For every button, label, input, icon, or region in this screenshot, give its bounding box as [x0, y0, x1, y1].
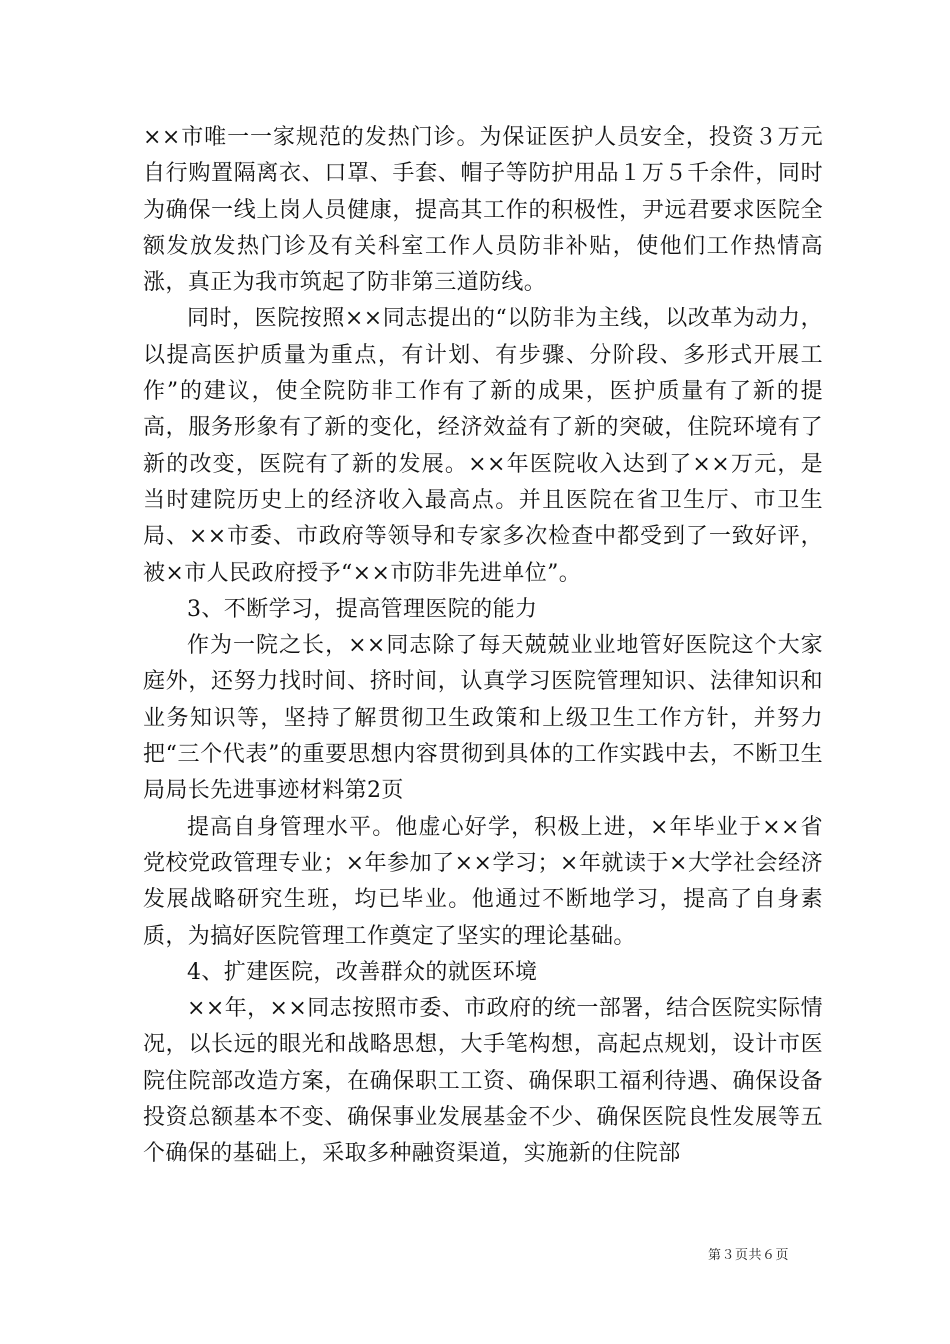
paragraph-5: 提高自身管理水平。他虚心好学，积极上进，×年毕业于××省党校党政管理专业；×年参加了××学习；×年就读于×大学社会经济发展战略研究生班，均已毕业。他通过不断地学习，提高了自身素质，为搞好医院管理工作奠定了坚实的理论基础。: [143, 814, 823, 949]
paragraph-4: 作为一院之长，××同志除了每天兢兢业业地管好医院这个大家庭外，还努力找时间、挤时间，认真学习医院管理知识、法律知识和业务知识等，坚持了解贯彻卫生政策和上级卫生工作方针，并努力把“三个代表”的重要思想内容贯彻到具体的工作实践中去，不断卫生局局长先进事迹材料第2页: [143, 633, 823, 804]
page-number-footer: 第３页共６页: [708, 1248, 790, 1263]
section-heading-3: 3、不断学习，提高管理医院的能力: [187, 596, 538, 622]
document-body: [143, 120, 823, 1173]
paragraph-2: 同时，医院按照××同志提出的“以防非为主线，以改革为动力，以提高医护质量为重点，有计划、有步骤、分阶段、多形式开展工作”的建议，使全院防非工作有了新的成果，医护质量有了新的提高，服务形象有了新的变化，经济效益有了新的突破，住院环境有了新的改变，医院有了新的发展。××年医院收入达到了××万元，是当时建院历史上的经济收入最高点。并且医院在省卫生厅、市卫生局、××市委、市政府等领导和专家多次检查中都受到了一致好评，被×市人民政府授予“××市防非先进单位”。: [143, 306, 823, 586]
paragraph-1: ××市唯一一家规范的发热门诊。为保证医护人员安全，投资３万元自行购置隔离衣、口罩、手套、帽子等防护用品１万５千余件，同时为确保一线上岗人员健康，提高其工作的积极性，尹远君要求医院全额发放发热门诊及有关科室工作人员防非补贴，使他们工作热情高涨，真正为我市筑起了防非第三道防线。: [143, 125, 823, 296]
section-heading-4: 4、扩建医院，改善群众的就医环境: [187, 959, 538, 985]
paragraph-7: ××年，××同志按照市委、市政府的统一部署，结合医院实际情况，以长远的眼光和战略思想，大手笔构想，高起点规划，设计市医院住院部改造方案，在确保职工工资、确保职工福利待遇、确保设备投资总额基本不变、确保事业发展基金不少、确保医院良性发展等五个确保的基础上，采取多种融资渠道，实施新的住院部: [143, 996, 823, 1167]
